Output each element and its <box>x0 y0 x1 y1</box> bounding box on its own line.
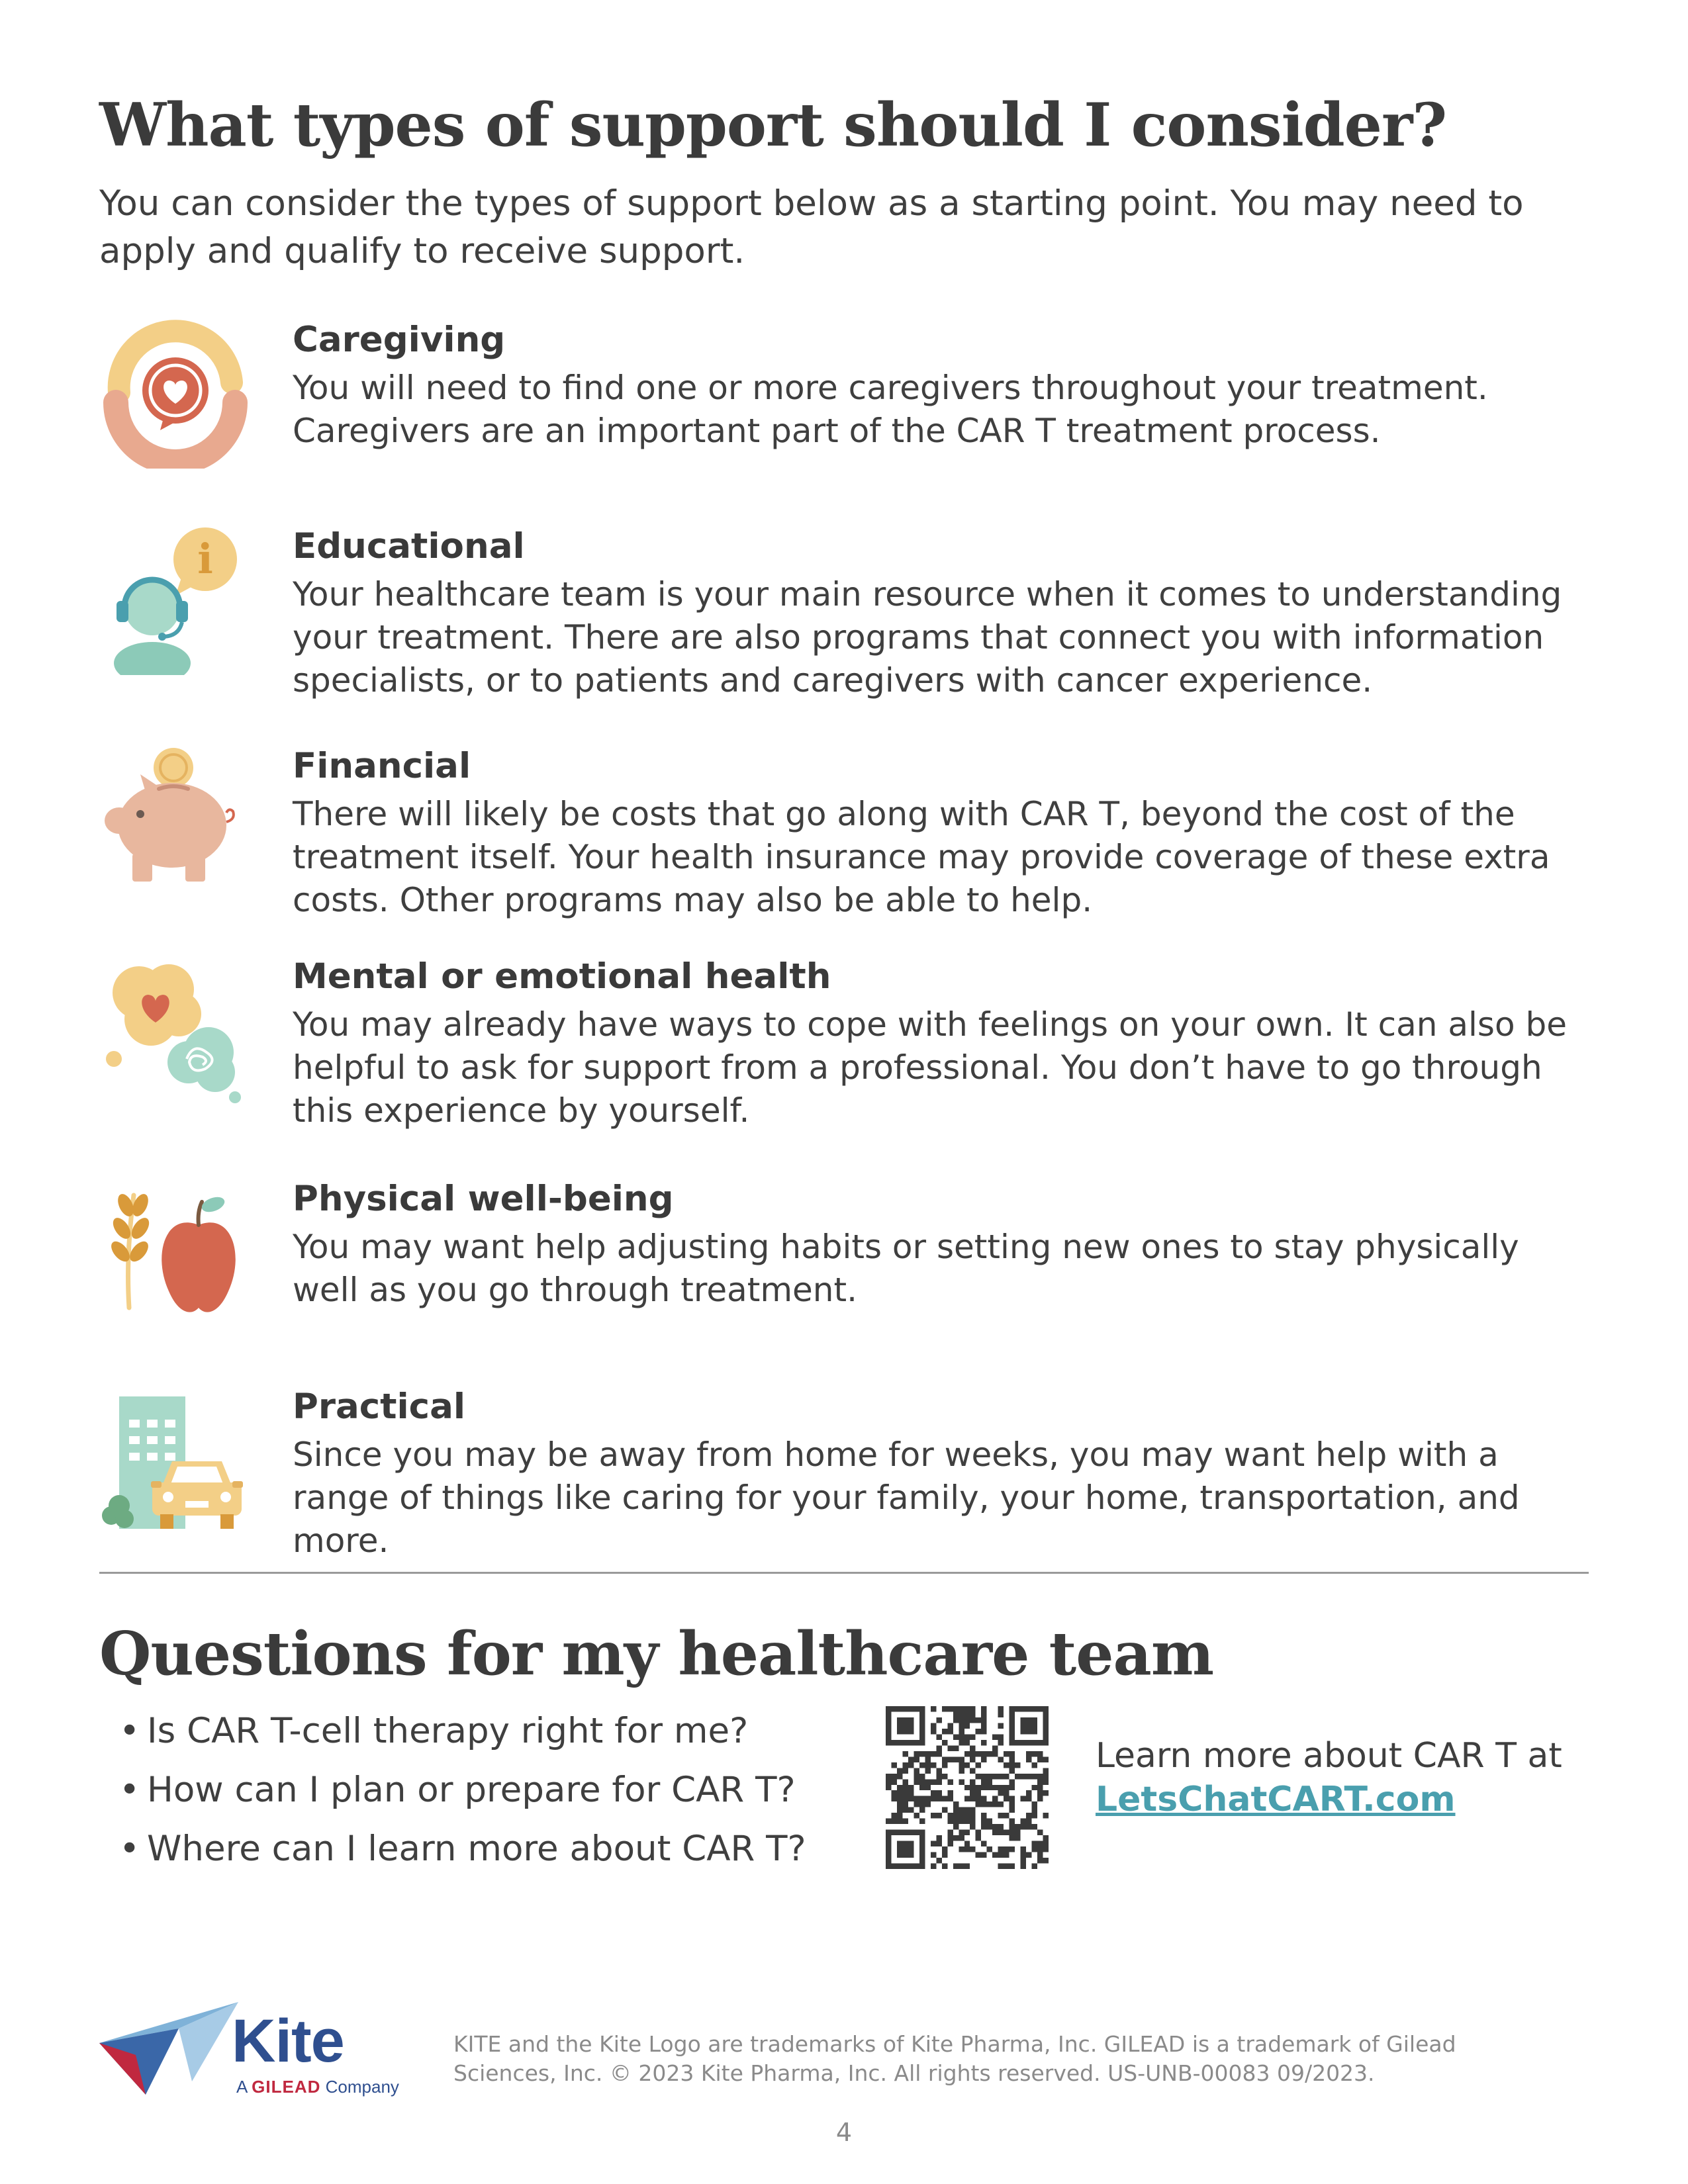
learn-more-text: Learn more about CAR T at <box>1096 1736 1562 1776</box>
support-item-body: You will need to find one or more caregivers throughout your treatment. Caregivers are an important part of the CAR T treatment process. <box>293 369 1488 450</box>
support-item-heading: Financial <box>293 746 471 786</box>
page-number: 4 <box>835 2118 853 2147</box>
question-text: How can I plan or prepare for CAR T? <box>147 1770 796 1810</box>
caregiving-icon <box>99 316 252 469</box>
support-item-heading: Practical <box>293 1387 466 1427</box>
bullet: • <box>119 1829 140 1869</box>
apple-wheat-icon <box>99 1175 252 1328</box>
logo-sub-brand: GILEAD <box>252 2077 321 2097</box>
question-text: Where can I learn more about CAR T? <box>147 1829 806 1869</box>
section-divider <box>99 1572 1589 1574</box>
legal-text: KITE and the Kite Logo are trademarks of Kite Pharma, Inc. GILEAD is a trademark of Gilead Sciences, Inc. © 2023 Kite Pharma, Inc. All rights reserved. US-UNB-00083 09/2023. <box>453 2031 1456 2086</box>
svg-text:i: i <box>197 535 213 583</box>
logo-sub-suffix: Company <box>325 2077 399 2097</box>
question-item <box>119 1825 806 1884</box>
logo-subtitle <box>236 2077 399 2097</box>
logo-wordmark: Kite <box>232 2007 344 2075</box>
logo-sub-prefix: A <box>236 2077 247 2097</box>
support-item-body: You may already have ways to cope with feelings on your own. It can also be helpful to ask for support from a professional. You don’t have to go through this experience by yourself. <box>293 1005 1567 1130</box>
support-item-body: Since you may be away from home for weeks, you may want help with a range of things like caring for your family, your home, transportation, and more. <box>293 1435 1520 1560</box>
questions-section-title: Questions for my healthcare team <box>99 1619 1214 1689</box>
thought-bubbles-icon <box>99 953 252 1105</box>
support-item-heading: Mental or emotional health <box>293 956 831 997</box>
support-item-body: You may want help adjusting habits or setting new ones to stay physically well as you go through treatment. <box>293 1228 1519 1309</box>
support-item-body: Your healthcare team is your main resource when it comes to understanding your treatment. There are also programs that connect you with information specialists, or to patients and caregivers with cancer experience. <box>293 575 1562 700</box>
piggy-bank-icon <box>99 743 252 895</box>
support-item-heading: Educational <box>293 526 525 567</box>
kite-logo <box>99 1992 417 2111</box>
bullet: • <box>119 1770 140 1810</box>
qr-modules <box>886 1706 1049 1869</box>
website-link[interactable]: LetsChatCART.com <box>1096 1780 1456 1819</box>
question-item <box>119 1707 806 1766</box>
building-car-icon <box>99 1383 252 1535</box>
support-item-heading: Caregiving <box>293 320 506 360</box>
support-item-heading: Physical well-being <box>293 1179 674 1219</box>
learn-more-block <box>1096 1734 1562 1821</box>
kite-logo-icon <box>99 2002 238 2095</box>
question-text: Is CAR T-cell therapy right for me? <box>147 1711 749 1751</box>
educational-icon <box>99 523 252 675</box>
bullet: • <box>119 1711 140 1751</box>
question-item <box>119 1766 806 1825</box>
support-item-body: There will likely be costs that go along with CAR T, beyond the cost of the treatment itself. Your health insurance may provide coverage of these extra costs. Other programs may also be able to help. <box>293 795 1550 919</box>
questions-list <box>119 1707 806 1884</box>
qr-code-icon[interactable] <box>886 1706 1049 1869</box>
support-section-title: What types of support should I consider? <box>99 90 1447 160</box>
support-intro: You can consider the types of support below as a starting point. You may need to apply and qualify to receive support. <box>99 183 1524 271</box>
